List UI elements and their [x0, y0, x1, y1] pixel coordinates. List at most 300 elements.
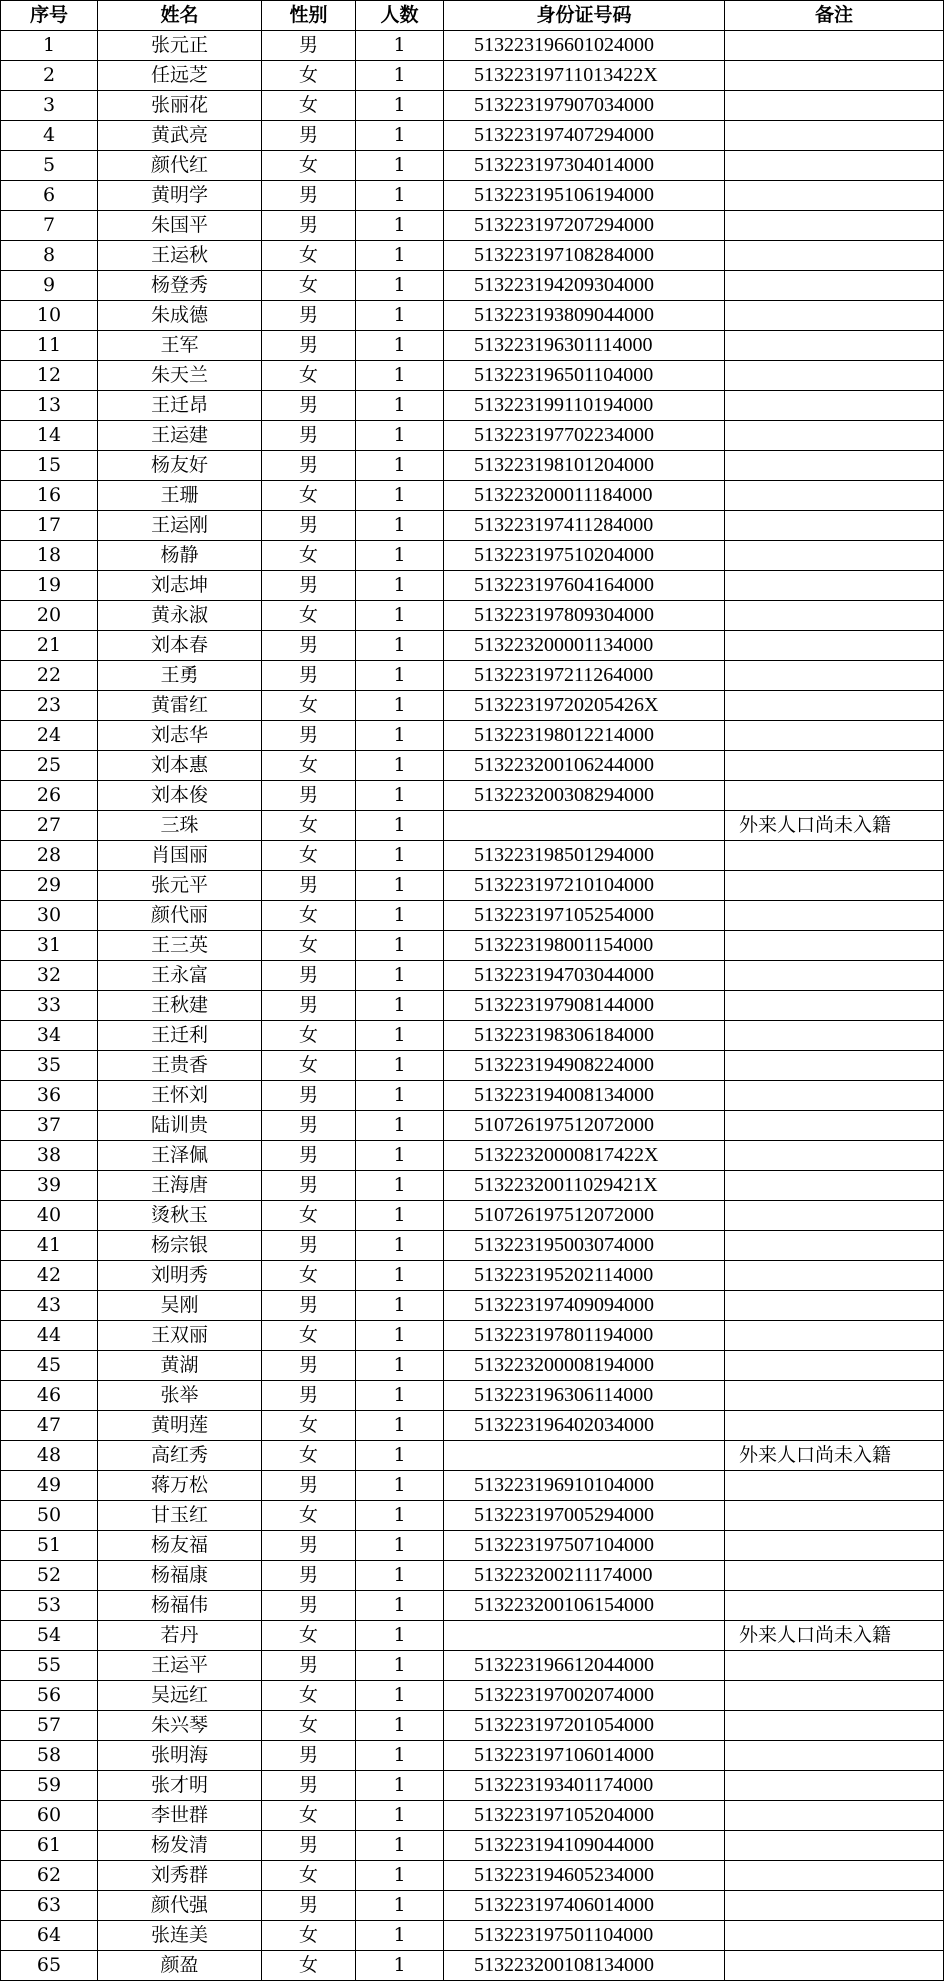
cell-sex: 女: [262, 241, 356, 271]
cell-note: [725, 151, 944, 181]
cell-id-number: 51322320000817422X: [444, 1141, 725, 1171]
table-row: [1, 901, 944, 931]
cell-note: [725, 1501, 944, 1531]
cell-index: 26: [1, 781, 98, 811]
cell-sex: 女: [262, 271, 356, 301]
cell-count: 1: [356, 361, 444, 391]
cell-id-number: 513223200108134000: [444, 1951, 725, 1981]
table-row: [1, 1621, 944, 1651]
cell-name: 王贵香: [98, 1051, 262, 1081]
cell-sex: 男: [262, 1291, 356, 1321]
cell-name: 黄明莲: [98, 1411, 262, 1441]
table-row: [1, 661, 944, 691]
cell-id-number: 513223194703044000: [444, 961, 725, 991]
cell-note: [725, 361, 944, 391]
cell-note: [725, 1141, 944, 1171]
cell-note: [725, 1651, 944, 1681]
table-row: [1, 931, 944, 961]
cell-index: 55: [1, 1651, 98, 1681]
cell-index: 60: [1, 1801, 98, 1831]
cell-index: 20: [1, 601, 98, 631]
cell-sex: 女: [262, 1681, 356, 1711]
cell-id-number: 513223200106244000: [444, 751, 725, 781]
cell-note: [725, 1921, 944, 1951]
cell-note: [725, 751, 944, 781]
cell-sex: 女: [262, 1411, 356, 1441]
cell-count: 1: [356, 1291, 444, 1321]
table-row: [1, 781, 944, 811]
cell-note: [725, 1321, 944, 1351]
cell-note: [725, 691, 944, 721]
cell-id-number: 513223196306114000: [444, 1381, 725, 1411]
cell-sex: 女: [262, 841, 356, 871]
cell-id-number: 513223196402034000: [444, 1411, 725, 1441]
cell-id-number: 513223196601024000: [444, 31, 725, 61]
cell-name: 烫秋玉: [98, 1201, 262, 1231]
cell-id-number: 513223198001154000: [444, 931, 725, 961]
header-sex: 性别: [262, 1, 356, 31]
header-id-number: 身份证号码: [444, 1, 725, 31]
cell-id-number: 513223197411284000: [444, 511, 725, 541]
cell-name: 王秋建: [98, 991, 262, 1021]
table-row: [1, 1321, 944, 1351]
cell-note: [725, 271, 944, 301]
cell-sex: 男: [262, 1771, 356, 1801]
cell-sex: 女: [262, 1951, 356, 1981]
cell-note: [725, 1051, 944, 1081]
cell-count: 1: [356, 271, 444, 301]
cell-name: 颜盈: [98, 1951, 262, 1981]
cell-sex: 男: [262, 1741, 356, 1771]
cell-count: 1: [356, 1621, 444, 1651]
cell-sex: 男: [262, 991, 356, 1021]
cell-id-number: 513223195003074000: [444, 1231, 725, 1261]
cell-note: [725, 1201, 944, 1231]
table-row: [1, 481, 944, 511]
cell-sex: 男: [262, 1141, 356, 1171]
cell-index: 45: [1, 1351, 98, 1381]
table-row: [1, 451, 944, 481]
cell-id-number: 513223197507104000: [444, 1531, 725, 1561]
cell-count: 1: [356, 391, 444, 421]
cell-name: 朱国平: [98, 211, 262, 241]
cell-id-number: 513223200308294000: [444, 781, 725, 811]
cell-id-number: 513223197210104000: [444, 871, 725, 901]
cell-name: 黄永淑: [98, 601, 262, 631]
table-row: [1, 1111, 944, 1141]
cell-note: [725, 571, 944, 601]
cell-index: 25: [1, 751, 98, 781]
cell-index: 61: [1, 1831, 98, 1861]
cell-note: [725, 991, 944, 1021]
cell-id-number: 513223197304014000: [444, 151, 725, 181]
cell-sex: 男: [262, 1171, 356, 1201]
table-row: [1, 1531, 944, 1561]
cell-id-number: 513223200001134000: [444, 631, 725, 661]
cell-name: 黄明学: [98, 181, 262, 211]
table-row: [1, 1801, 944, 1831]
cell-sex: 女: [262, 1621, 356, 1651]
cell-sex: 女: [262, 901, 356, 931]
cell-name: 杨福伟: [98, 1591, 262, 1621]
cell-name: 王军: [98, 331, 262, 361]
cell-count: 1: [356, 751, 444, 781]
cell-sex: 男: [262, 631, 356, 661]
cell-sex: 男: [262, 1081, 356, 1111]
cell-count: 1: [356, 1591, 444, 1621]
cell-note: [725, 1951, 944, 1981]
cell-note: [725, 1741, 944, 1771]
cell-sex: 女: [262, 1321, 356, 1351]
table-row: [1, 811, 944, 841]
cell-count: 1: [356, 421, 444, 451]
cell-index: 9: [1, 271, 98, 301]
cell-name: 王运平: [98, 1651, 262, 1681]
cell-name: 黄湖: [98, 1351, 262, 1381]
cell-note: [725, 1471, 944, 1501]
cell-count: 1: [356, 571, 444, 601]
cell-name: 张才明: [98, 1771, 262, 1801]
table-row: [1, 241, 944, 271]
cell-name: 王三英: [98, 931, 262, 961]
cell-sex: 女: [262, 1441, 356, 1471]
cell-index: 22: [1, 661, 98, 691]
cell-count: 1: [356, 1951, 444, 1981]
cell-name: 王珊: [98, 481, 262, 511]
cell-index: 13: [1, 391, 98, 421]
cell-id-number: 513223197207294000: [444, 211, 725, 241]
cell-name: 刘本俊: [98, 781, 262, 811]
cell-note: [725, 1801, 944, 1831]
cell-name: 黄雷红: [98, 691, 262, 721]
cell-id-number: 513223197510204000: [444, 541, 725, 571]
table-row: [1, 1021, 944, 1051]
cell-id-number: [444, 1621, 725, 1651]
cell-name: 杨静: [98, 541, 262, 571]
cell-name: 张元正: [98, 31, 262, 61]
cell-index: 42: [1, 1261, 98, 1291]
cell-name: 张丽花: [98, 91, 262, 121]
cell-name: 王勇: [98, 661, 262, 691]
cell-name: 蒋万松: [98, 1471, 262, 1501]
cell-id-number: 513223197108284000: [444, 241, 725, 271]
cell-index: 33: [1, 991, 98, 1021]
cell-count: 1: [356, 1711, 444, 1741]
cell-index: 63: [1, 1891, 98, 1921]
table-row: [1, 991, 944, 1021]
cell-name: 刘秀群: [98, 1861, 262, 1891]
cell-index: 43: [1, 1291, 98, 1321]
table-row: [1, 391, 944, 421]
table-row: [1, 871, 944, 901]
table-row: [1, 1831, 944, 1861]
table-row: [1, 1141, 944, 1171]
cell-name: 肖国丽: [98, 841, 262, 871]
cell-name: 杨友福: [98, 1531, 262, 1561]
cell-name: 王运建: [98, 421, 262, 451]
cell-sex: 女: [262, 151, 356, 181]
cell-id-number: 513223197005294000: [444, 1501, 725, 1531]
table-row: [1, 691, 944, 721]
cell-count: 1: [356, 1081, 444, 1111]
cell-sex: 男: [262, 1531, 356, 1561]
cell-name: 朱兴琴: [98, 1711, 262, 1741]
cell-id-number: 513223197406014000: [444, 1891, 725, 1921]
cell-id-number: 513223197908144000: [444, 991, 725, 1021]
cell-note: [725, 631, 944, 661]
cell-count: 1: [356, 1561, 444, 1591]
cell-id-number: 513223198306184000: [444, 1021, 725, 1051]
cell-sex: 男: [262, 871, 356, 901]
cell-count: 1: [356, 1891, 444, 1921]
cell-count: 1: [356, 1441, 444, 1471]
cell-name: 张元平: [98, 871, 262, 901]
cell-index: 28: [1, 841, 98, 871]
cell-sex: 男: [262, 1831, 356, 1861]
cell-id-number: 513223196910104000: [444, 1471, 725, 1501]
cell-sex: 女: [262, 1501, 356, 1531]
cell-id-number: 513223200211174000: [444, 1561, 725, 1591]
cell-index: 54: [1, 1621, 98, 1651]
cell-sex: 男: [262, 421, 356, 451]
cell-count: 1: [356, 901, 444, 931]
cell-count: 1: [356, 1171, 444, 1201]
cell-index: 29: [1, 871, 98, 901]
cell-index: 62: [1, 1861, 98, 1891]
cell-sex: 女: [262, 361, 356, 391]
cell-id-number: [444, 1441, 725, 1471]
cell-sex: 男: [262, 1591, 356, 1621]
table-row: [1, 421, 944, 451]
cell-name: 朱天兰: [98, 361, 262, 391]
cell-note: [725, 121, 944, 151]
cell-name: 张举: [98, 1381, 262, 1411]
cell-sex: 男: [262, 1111, 356, 1141]
cell-count: 1: [356, 1771, 444, 1801]
cell-count: 1: [356, 631, 444, 661]
table-row: [1, 751, 944, 781]
table-row: [1, 1381, 944, 1411]
table-row: [1, 1771, 944, 1801]
cell-sex: 男: [262, 211, 356, 241]
cell-name: 颜代强: [98, 1891, 262, 1921]
cell-note: 外来人口尚未入籍: [725, 1441, 944, 1471]
table-row: [1, 121, 944, 151]
header-count: 人数: [356, 1, 444, 31]
cell-index: 65: [1, 1951, 98, 1981]
cell-index: 39: [1, 1171, 98, 1201]
cell-sex: 男: [262, 781, 356, 811]
cell-id-number: 513223197809304000: [444, 601, 725, 631]
table-row: [1, 61, 944, 91]
cell-name: 王海唐: [98, 1171, 262, 1201]
cell-count: 1: [356, 301, 444, 331]
cell-sex: 女: [262, 481, 356, 511]
cell-name: 王永富: [98, 961, 262, 991]
cell-id-number: 51322320011029421X: [444, 1171, 725, 1201]
cell-note: [725, 301, 944, 331]
cell-index: 27: [1, 811, 98, 841]
cell-note: [725, 871, 944, 901]
cell-note: [725, 391, 944, 421]
cell-count: 1: [356, 1051, 444, 1081]
cell-name: 王泽佩: [98, 1141, 262, 1171]
cell-index: 59: [1, 1771, 98, 1801]
cell-index: 32: [1, 961, 98, 991]
cell-id-number: 513223197702234000: [444, 421, 725, 451]
cell-sex: 女: [262, 1861, 356, 1891]
table-row: [1, 511, 944, 541]
cell-id-number: 513223199110194000: [444, 391, 725, 421]
cell-id-number: 513223196301114000: [444, 331, 725, 361]
cell-sex: 女: [262, 751, 356, 781]
table-body: [1, 31, 944, 1981]
cell-note: [725, 781, 944, 811]
table-row: [1, 1921, 944, 1951]
table-row: [1, 1351, 944, 1381]
cell-index: 14: [1, 421, 98, 451]
cell-note: [725, 1021, 944, 1051]
cell-note: [725, 511, 944, 541]
cell-note: [725, 841, 944, 871]
cell-note: [725, 421, 944, 451]
table-row: [1, 31, 944, 61]
cell-count: 1: [356, 1501, 444, 1531]
cell-count: 1: [356, 181, 444, 211]
cell-name: 颜代丽: [98, 901, 262, 931]
cell-count: 1: [356, 691, 444, 721]
cell-count: 1: [356, 931, 444, 961]
cell-index: 11: [1, 331, 98, 361]
cell-count: 1: [356, 61, 444, 91]
cell-name: 刘明秀: [98, 1261, 262, 1291]
cell-name: 王迁昂: [98, 391, 262, 421]
cell-count: 1: [356, 1531, 444, 1561]
cell-sex: 男: [262, 1471, 356, 1501]
cell-note: [725, 1351, 944, 1381]
cell-note: [725, 1531, 944, 1561]
cell-id-number: 513223196612044000: [444, 1651, 725, 1681]
cell-id-number: 513223197105254000: [444, 901, 725, 931]
table-row: [1, 1171, 944, 1201]
cell-id-number: 513223200011184000: [444, 481, 725, 511]
cell-count: 1: [356, 331, 444, 361]
cell-note: [725, 481, 944, 511]
cell-sex: 男: [262, 1651, 356, 1681]
cell-note: [725, 91, 944, 121]
cell-name: 吴刚: [98, 1291, 262, 1321]
cell-sex: 男: [262, 1381, 356, 1411]
cell-note: [725, 1711, 944, 1741]
cell-index: 44: [1, 1321, 98, 1351]
cell-count: 1: [356, 841, 444, 871]
table-row: [1, 151, 944, 181]
cell-sex: 女: [262, 691, 356, 721]
table-row: [1, 1501, 944, 1531]
cell-note: [725, 1411, 944, 1441]
table-row: [1, 1231, 944, 1261]
cell-index: 17: [1, 511, 98, 541]
cell-name: 陆训贵: [98, 1111, 262, 1141]
cell-count: 1: [356, 961, 444, 991]
cell-index: 4: [1, 121, 98, 151]
cell-note: [725, 331, 944, 361]
cell-note: [725, 1261, 944, 1291]
cell-id-number: 513223197106014000: [444, 1741, 725, 1771]
table-row: [1, 1561, 944, 1591]
cell-sex: 男: [262, 391, 356, 421]
cell-sex: 女: [262, 1801, 356, 1831]
cell-id-number: 513223194605234000: [444, 1861, 725, 1891]
cell-note: [725, 181, 944, 211]
cell-sex: 女: [262, 1051, 356, 1081]
cell-index: 35: [1, 1051, 98, 1081]
table-row: [1, 331, 944, 361]
cell-index: 8: [1, 241, 98, 271]
cell-sex: 男: [262, 571, 356, 601]
table-row: [1, 1651, 944, 1681]
cell-index: 40: [1, 1201, 98, 1231]
cell-index: 23: [1, 691, 98, 721]
cell-count: 1: [356, 1381, 444, 1411]
table-row: [1, 91, 944, 121]
header-row: [1, 1, 944, 31]
table-row: [1, 1201, 944, 1231]
cell-count: 1: [356, 1921, 444, 1951]
cell-name: 杨登秀: [98, 271, 262, 301]
cell-count: 1: [356, 871, 444, 901]
cell-count: 1: [356, 121, 444, 151]
cell-count: 1: [356, 811, 444, 841]
table-row: [1, 1051, 944, 1081]
table-row: [1, 961, 944, 991]
cell-id-number: 513223194008134000: [444, 1081, 725, 1111]
cell-id-number: 51322319720205426X: [444, 691, 725, 721]
table-row: [1, 1471, 944, 1501]
cell-index: 3: [1, 91, 98, 121]
table-row: [1, 721, 944, 751]
table-row: [1, 631, 944, 661]
cell-name: 王怀刘: [98, 1081, 262, 1111]
cell-id-number: 513223197002074000: [444, 1681, 725, 1711]
cell-id-number: [444, 811, 725, 841]
cell-id-number: 513223197409094000: [444, 1291, 725, 1321]
cell-id-number: 513223194908224000: [444, 1051, 725, 1081]
cell-name: 黄武亮: [98, 121, 262, 151]
cell-name: 王双丽: [98, 1321, 262, 1351]
cell-index: 58: [1, 1741, 98, 1771]
cell-id-number: 513223194109044000: [444, 1831, 725, 1861]
cell-note: [725, 1381, 944, 1411]
cell-name: 张明海: [98, 1741, 262, 1771]
cell-id-number: 513223197105204000: [444, 1801, 725, 1831]
cell-note: [725, 661, 944, 691]
cell-id-number: 513223197211264000: [444, 661, 725, 691]
cell-id-number: 513223200106154000: [444, 1591, 725, 1621]
cell-count: 1: [356, 1471, 444, 1501]
table-row: [1, 1681, 944, 1711]
cell-name: 朱成德: [98, 301, 262, 331]
cell-sex: 女: [262, 1201, 356, 1231]
cell-sex: 男: [262, 661, 356, 691]
cell-note: [725, 1171, 944, 1201]
table-row: [1, 1591, 944, 1621]
table-row: [1, 541, 944, 571]
cell-name: 刘志华: [98, 721, 262, 751]
cell-count: 1: [356, 991, 444, 1021]
cell-sex: 女: [262, 61, 356, 91]
cell-sex: 女: [262, 811, 356, 841]
